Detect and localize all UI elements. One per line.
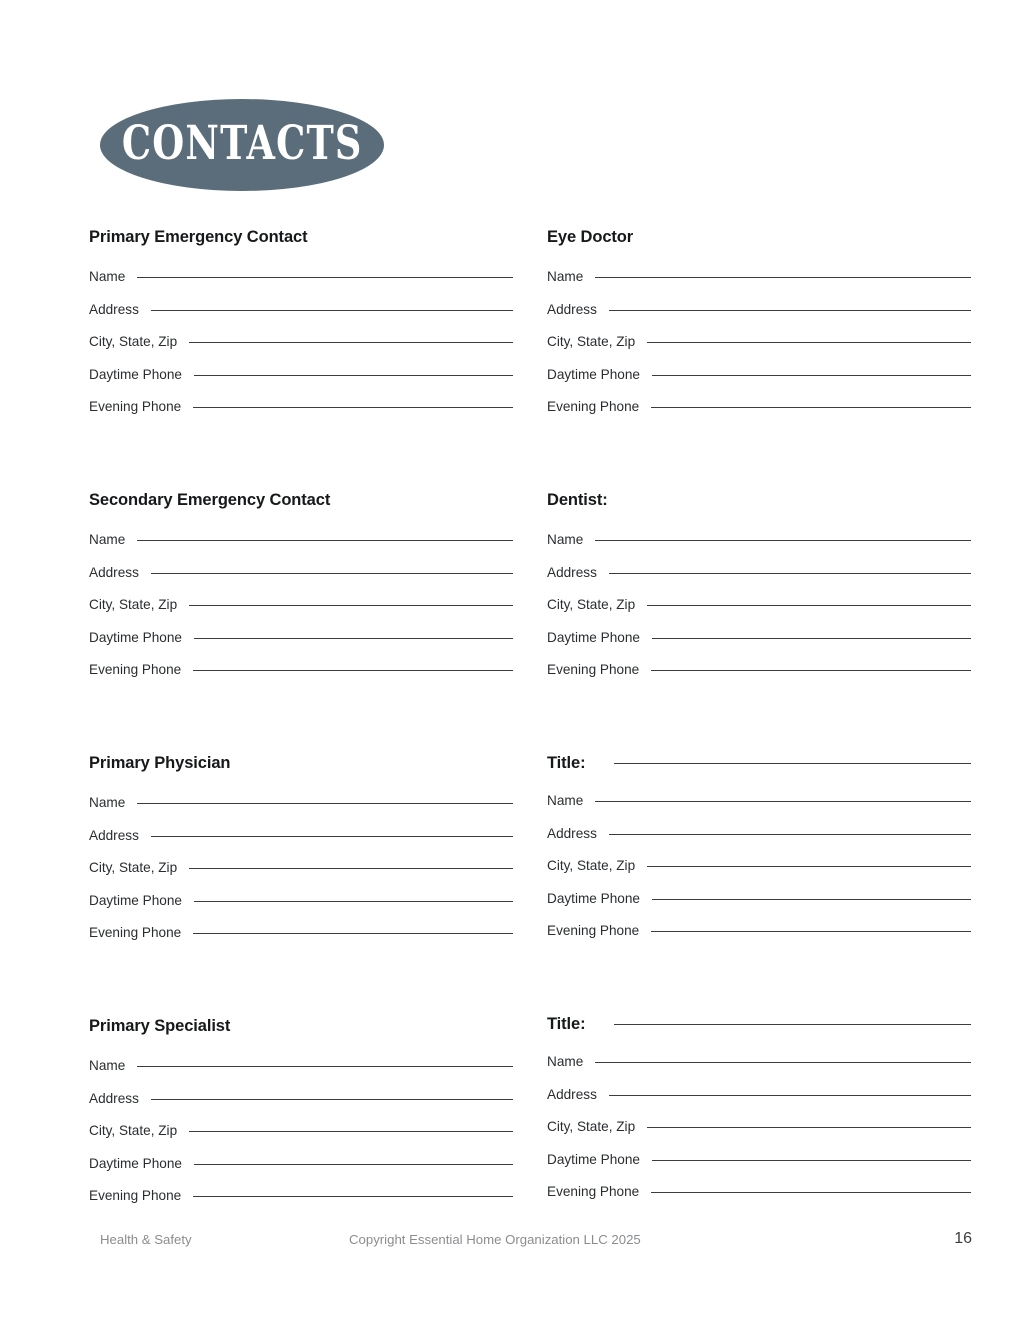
field-input-line[interactable]	[193, 933, 513, 934]
section-heading-label: Title:	[547, 1014, 586, 1033]
field-row	[547, 663, 971, 696]
section-heading-label: Primary Physician	[89, 753, 231, 772]
field-label: City, State, Zip	[89, 860, 178, 876]
field-row	[89, 400, 513, 433]
section-heading	[89, 491, 513, 511]
field-input-line[interactable]	[137, 1066, 513, 1067]
field-input-line[interactable]	[595, 277, 971, 278]
section-heading-label: Eye Doctor	[547, 228, 634, 246]
field-label: Evening Phone	[89, 399, 182, 415]
field-label: Name	[547, 792, 584, 808]
field-label: City, State, Zip	[89, 597, 178, 613]
field-input-line[interactable]	[194, 1164, 513, 1165]
field-label: City, State, Zip	[89, 334, 178, 350]
field-input-line[interactable]	[194, 901, 513, 902]
section-heading-input-line[interactable]	[614, 1024, 971, 1025]
field-label: Name	[547, 531, 584, 547]
field-row	[89, 566, 513, 599]
field-label: Name	[547, 269, 584, 284]
field-row	[547, 1153, 971, 1186]
contact-section	[547, 754, 971, 957]
field-row	[89, 1124, 513, 1157]
contact-section	[547, 491, 971, 696]
field-label: Name	[547, 1053, 584, 1069]
field-input-line[interactable]	[189, 605, 513, 606]
field-input-line[interactable]	[137, 540, 513, 541]
field-label: City, State, Zip	[547, 597, 636, 613]
field-label: Address	[89, 827, 139, 843]
field-input-line[interactable]	[651, 1192, 971, 1193]
field-input-line[interactable]	[189, 1131, 513, 1132]
field-input-line[interactable]	[652, 638, 971, 639]
field-input-line[interactable]	[151, 836, 513, 837]
field-label: Evening Phone	[547, 662, 640, 678]
field-row	[89, 796, 513, 829]
field-row	[89, 1092, 513, 1125]
field-row	[547, 794, 971, 827]
field-label: Daytime Phone	[89, 892, 182, 908]
field-label: Name	[89, 269, 126, 284]
section-heading-label: Dentist:	[547, 490, 608, 509]
contact-section	[89, 228, 513, 433]
field-input-line[interactable]	[193, 670, 513, 671]
field-row	[547, 270, 971, 303]
page-title: CONTACTS	[121, 116, 363, 171]
field-input-line[interactable]	[652, 375, 971, 376]
field-label: Evening Phone	[89, 662, 182, 678]
field-input-line[interactable]	[595, 1062, 971, 1063]
section-heading-input-line[interactable]	[614, 763, 971, 764]
field-label: Address	[89, 564, 139, 580]
field-row	[547, 335, 971, 368]
field-input-line[interactable]	[609, 573, 971, 574]
footer-section-label: Health & Safety	[100, 1232, 192, 1247]
field-input-line[interactable]	[647, 342, 971, 343]
field-row	[547, 1055, 971, 1088]
field-input-line[interactable]	[651, 931, 971, 932]
field-input-line[interactable]	[595, 801, 971, 802]
field-label: Address	[89, 301, 139, 317]
page-title-badge	[100, 99, 384, 191]
field-row	[547, 924, 971, 957]
field-label: City, State, Zip	[547, 1119, 636, 1135]
field-label: Evening Phone	[547, 923, 640, 939]
left-column	[89, 228, 513, 1222]
field-row	[547, 598, 971, 631]
field-label: Address	[547, 825, 597, 841]
field-label: Daytime Phone	[547, 629, 640, 645]
field-row	[89, 303, 513, 336]
form-content	[0, 228, 1024, 1222]
field-row	[89, 663, 513, 696]
field-input-line[interactable]	[193, 407, 513, 408]
field-label: Evening Phone	[89, 1188, 182, 1204]
field-label: Name	[89, 794, 126, 810]
field-row	[89, 533, 513, 566]
section-heading	[547, 1015, 971, 1035]
field-row	[547, 566, 971, 599]
field-row	[547, 631, 971, 664]
field-row	[89, 829, 513, 862]
field-input-line[interactable]	[595, 540, 971, 541]
section-heading	[547, 491, 971, 511]
field-row	[547, 1088, 971, 1121]
field-label: City, State, Zip	[89, 1123, 178, 1139]
field-label: Address	[547, 564, 597, 580]
field-input-line[interactable]	[609, 834, 971, 835]
field-label: City, State, Zip	[547, 334, 636, 350]
field-row	[89, 368, 513, 401]
section-heading-label: Primary Emergency Contact	[89, 228, 308, 246]
form-columns	[0, 228, 1024, 1222]
section-heading	[89, 1017, 513, 1037]
field-row	[89, 598, 513, 631]
field-input-line[interactable]	[137, 277, 513, 278]
field-row	[89, 335, 513, 368]
field-input-line[interactable]	[194, 638, 513, 639]
field-input-line[interactable]	[151, 573, 513, 574]
contact-section	[89, 491, 513, 696]
field-input-line[interactable]	[137, 803, 513, 804]
contact-section	[547, 228, 971, 433]
field-row	[89, 1059, 513, 1092]
field-input-line[interactable]	[151, 310, 513, 311]
field-label: Daytime Phone	[89, 1155, 182, 1171]
field-input-line[interactable]	[647, 866, 971, 867]
section-heading	[547, 754, 971, 774]
footer-page-number: 16	[954, 1230, 972, 1247]
field-label: Evening Phone	[89, 925, 182, 941]
field-row	[547, 1185, 971, 1218]
field-label: Daytime Phone	[89, 629, 182, 645]
field-label: Address	[89, 1090, 139, 1106]
field-input-line[interactable]	[647, 605, 971, 606]
field-row	[89, 861, 513, 894]
section-heading	[89, 754, 513, 774]
field-label: Address	[547, 1086, 597, 1102]
section-heading-label: Title:	[547, 753, 586, 772]
section-heading-label: Primary Specialist	[89, 1016, 231, 1035]
field-row	[547, 827, 971, 860]
field-row	[547, 368, 971, 401]
right-column	[547, 228, 971, 1218]
contact-section	[89, 754, 513, 959]
field-label: Daytime Phone	[89, 366, 182, 382]
field-row	[547, 1120, 971, 1153]
field-label: City, State, Zip	[547, 858, 636, 874]
field-input-line[interactable]	[652, 899, 971, 900]
field-row	[547, 303, 971, 336]
field-row	[89, 1189, 513, 1222]
page-footer	[0, 1232, 1024, 1258]
field-input-line[interactable]	[193, 1196, 513, 1197]
section-heading-label: Secondary Emergency Contact	[89, 490, 331, 509]
field-row	[89, 631, 513, 664]
section-heading	[547, 228, 971, 248]
contact-section	[547, 1015, 971, 1218]
field-row	[547, 533, 971, 566]
field-label: Evening Phone	[547, 1184, 640, 1200]
field-label: Daytime Phone	[547, 1151, 640, 1167]
field-input-line[interactable]	[189, 342, 513, 343]
field-label: Daytime Phone	[547, 890, 640, 906]
field-input-line[interactable]	[189, 868, 513, 869]
field-label: Address	[547, 301, 597, 317]
field-input-line[interactable]	[652, 1160, 971, 1161]
field-input-line[interactable]	[609, 310, 971, 311]
field-input-line[interactable]	[651, 407, 971, 408]
field-input-line[interactable]	[647, 1127, 971, 1128]
field-label: Evening Phone	[547, 399, 640, 415]
field-row	[89, 1157, 513, 1190]
field-row	[89, 894, 513, 927]
field-input-line[interactable]	[151, 1099, 513, 1100]
field-input-line[interactable]	[194, 375, 513, 376]
field-row	[547, 892, 971, 925]
field-row	[547, 400, 971, 433]
field-label: Name	[89, 531, 126, 547]
field-input-line[interactable]	[609, 1095, 971, 1096]
field-row	[89, 926, 513, 959]
field-row	[89, 270, 513, 303]
contact-section	[89, 1017, 513, 1222]
field-row	[547, 859, 971, 892]
footer-copyright: Copyright Essential Home Organization LLC 2025	[349, 1232, 641, 1247]
section-heading	[89, 228, 513, 248]
field-input-line[interactable]	[651, 670, 971, 671]
field-label: Daytime Phone	[547, 366, 640, 382]
field-label: Name	[89, 1057, 126, 1073]
